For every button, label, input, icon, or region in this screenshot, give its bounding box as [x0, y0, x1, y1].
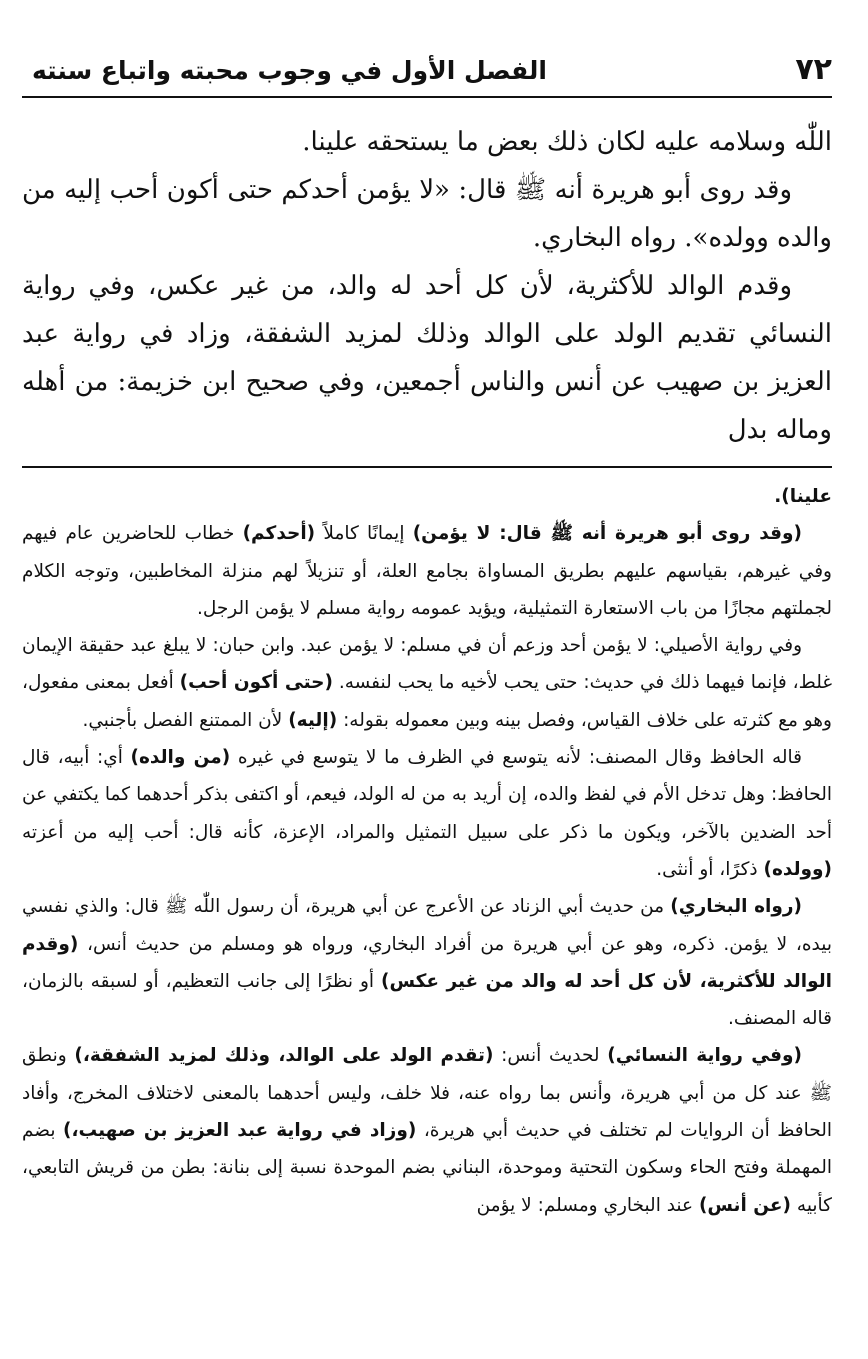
- commentary-text: أو نظرًا إلى جانب التعظيم، أو لسبقه بالزمان، قاله المصنف.: [22, 970, 832, 1030]
- commentary-text: قاله الحافظ وقال المصنف: لأنه يتوسع في الظرف ما لا يتوسع في غيره: [230, 747, 802, 769]
- commentary-text: لأن الممتنع الفصل بأجنبي.: [82, 709, 289, 731]
- quoted-phrase: (وفي رواية النسائي): [607, 1045, 802, 1067]
- main-text: [22, 118, 832, 454]
- quoted-phrase: (من والده): [130, 747, 231, 769]
- commentary-paragraph-2: [22, 515, 832, 627]
- page-number: ٧٢: [795, 52, 832, 87]
- quoted-phrase: (حتى أكون أحب): [179, 672, 333, 694]
- commentary-text: لحديث أنس:: [493, 1045, 608, 1067]
- commentary-paragraph-1: [22, 478, 832, 515]
- page-header: [22, 48, 832, 98]
- commentary-text: ونطق ﷺ عند كل من أبي هريرة، وأنس بما رواه عنه، فلا خلف، وليس أحدهما بالمعنى لاختلاف المخرج، وأفاد الحافظ أن الروايات لم تختلف في حديث أبي هريرة،: [22, 1045, 833, 1142]
- commentary-text: أي: أبيه، قال الحافظ: وهل تدخل الأم في لفظ والده، إن أريد به من له الولد، فيعم، أو اكتفى بذكر أحدهما كما يكتفي عن أحد الضدين بالآخر، ويكون ما ذكر على سبيل التمثيل والمراد، الإعزة، كأنه قال: أحب إليه من أعزته: [22, 747, 832, 843]
- main-paragraph-2: وقد روى أبو هريرة أنه ﷺ قال: «لا يؤمن أحدكم حتى أكون أحب إليه من والده وولده». رواه البخاري.: [22, 175, 832, 253]
- commentary-paragraph-3: [22, 627, 832, 739]
- commentary-text: ذكرًا، أو أنثى.: [656, 858, 764, 880]
- commentary-text: إيمانًا كاملاً: [315, 523, 413, 545]
- quoted-phrase: (تقدم الولد على الوالد، وذلك لمزيد الشفقة،): [74, 1045, 494, 1067]
- commentary-paragraph-6: [22, 1037, 832, 1223]
- main-paragraph-3: وقدم الوالد للأكثرية، لأن كل أحد له والد، من غير عكس، وفي رواية النسائي تقديم الولد على الوالد وذلك لمزيد الشفقة، وزاد في رواية عبد العزيز بن صهيب عن أنس والناس أجمعين، وفي صحيح ابن خزيمة: من أهله وماله بدل: [22, 271, 832, 445]
- quoted-phrase: (وزاد في رواية عبد العزيز بن صهيب،): [63, 1120, 417, 1142]
- commentary-text: خطاب للحاضرين عام فيهم وفي غيرهم، بقياسهم عليهم بطريق المساواة بجامع العلة، أو تنزيلاً لهم منزلة المخاطبين، وتوجه الكلام لجملتهم مجازًا من باب الاستعارة التمثيلية، ويؤيد عمومه رواية مسلم لا يؤمن الرجل.: [22, 523, 832, 619]
- quoted-phrase: (وولده): [763, 858, 832, 880]
- commentary-paragraph-5: [22, 888, 832, 1037]
- quoted-phrase: (وقدم الوالد للأكثرية، لأن كل أحد له والد من غير عكس): [22, 933, 832, 992]
- commentary-text: من حديث أبي الزناد عن الأعرج عن أبي هريرة، أن رسول اللّٰه ﷺ قال: والذي نفسي بيده، لا يؤمن. ذكره، وهو عن أبي هريرة من أفراد البخاري، ورواه هو ومسلم من حديث أنس،: [22, 896, 832, 955]
- quoted-phrase: علينا).: [774, 486, 832, 507]
- commentary: [22, 478, 832, 1224]
- running-title: الفصل الأول في وجوب محبته واتباع سنته: [32, 56, 547, 85]
- quoted-phrase: (إليه): [288, 709, 338, 731]
- commentary-paragraph-4: [22, 739, 832, 888]
- commentary-text: أفعل بمعنى مفعول، وهو مع كثرته على خلاف القياس، وفصل بينه وبين معموله بقوله:: [22, 672, 832, 731]
- quoted-phrase: (رواه البخاري): [670, 896, 802, 918]
- quoted-phrase: (وقد روى أبو هريرة أنه ﷺ قال: لا يؤمن): [412, 523, 802, 545]
- commentary-text: عند البخاري ومسلم: لا يؤمن: [476, 1194, 699, 1216]
- main-paragraph-1: اللّٰه وسلامه عليه لكان ذلك بعض ما يستحقه علينا.: [302, 127, 832, 157]
- section-divider: [22, 466, 832, 468]
- quoted-phrase: (أحدكم): [242, 523, 316, 545]
- commentary-text: وفي رواية الأصيلي: لا يؤمن أحد وزعم أن في مسلم: لا يؤمن عبد. وابن حبان: لا يبلغ عبد حقيقة الإيمان غلط، فإنما فيهما ذلك في حديث: حتى يحب لأخيه ما يحب لنفسه.: [22, 635, 833, 694]
- commentary-text: بضم المهملة وفتح الحاء وسكون التحتية وموحدة، البناني بضم الموحدة نسبة إلى بنانة: بطن من قريش التابعي، كأبيه: [22, 1120, 832, 1216]
- quoted-phrase: (عن أنس): [698, 1194, 792, 1216]
